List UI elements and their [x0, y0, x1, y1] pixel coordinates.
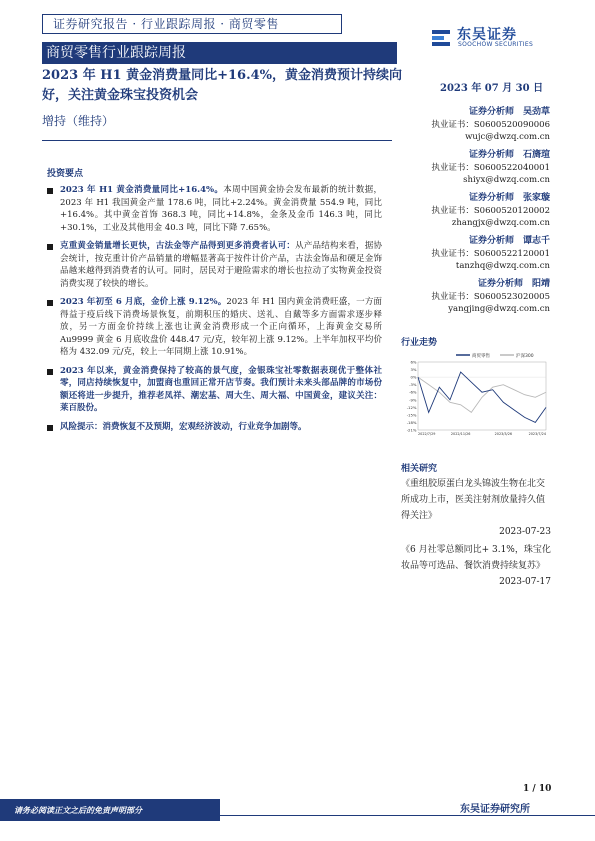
disclaimer-banner: 请务必阅读正文之后的免责声明部分 — [0, 799, 220, 821]
y-tick-label: 0% — [410, 374, 417, 380]
logo-mark-icon — [430, 26, 452, 48]
logo-english-name: SOOCHOW SECURITIES — [458, 41, 534, 48]
y-tick-label: -15% — [406, 412, 417, 418]
analyst-list — [400, 105, 550, 320]
industry-trend-chart — [400, 350, 550, 440]
analyst-entry — [400, 277, 550, 315]
related-report-title[interactable]: 《6 月社零总额同比+ 3.1%，珠宝化妆品等可选品、餐饮消费持续复苏》 — [401, 545, 551, 571]
risk-warning-bullet — [47, 421, 382, 434]
related-report-date: 2023-07-23 — [499, 527, 551, 537]
analyst-name: 证券分析师 阳靖 — [477, 279, 550, 289]
y-tick-label: 3% — [410, 367, 417, 373]
analyst-email[interactable]: tanzhq@dwzq.com.cn — [455, 261, 550, 271]
summary-bullet — [47, 240, 382, 290]
plot-frame — [418, 362, 546, 430]
related-research-heading: 相关研究 — [401, 464, 438, 474]
analyst-name: 证券分析师 张家璇 — [468, 193, 550, 203]
legend-label-hs300: 沪深300 — [516, 354, 534, 359]
analyst-license: 执业证书：S0600523020005 — [431, 292, 550, 302]
report-category-tag: 证券研究报告 · 行业跟踪周报 · 商贸零售 — [42, 14, 342, 34]
y-tick-label: -3% — [409, 382, 417, 388]
related-research-list — [401, 476, 551, 592]
bullet-lead: 2023 年 H1 黄金消费量同比+16.4%。 — [60, 185, 224, 195]
analyst-entry — [400, 148, 550, 186]
analyst-email[interactable]: yangjing@dwzq.com.cn — [448, 304, 550, 314]
y-tick-label: -21% — [406, 427, 417, 433]
trend-heading: 行业走势 — [401, 338, 438, 348]
institute-name: 东吴证券研究所 — [460, 804, 530, 815]
logo-chinese-name: 东吴证券 — [457, 27, 517, 43]
page-number: 1 / 10 — [523, 784, 552, 794]
y-tick-label: -18% — [406, 419, 417, 425]
report-type-bar: 商贸零售行业跟踪周报 — [42, 42, 397, 64]
x-tick-label: 2023/3/26 — [494, 432, 513, 436]
y-tick-label: -6% — [409, 389, 417, 395]
series-line-hs300 — [418, 377, 546, 412]
bullet-body: 2023 年 H1 国内黄金消费旺盛，一方面得益于疫后线下消费场景恢复，前期积压的婚庆、送礼、自戴等多方面需求逐步释放，另一方面金价持续上涨也让黄金消费形成一个正向循环，上海黄金交易所 Au9999 黄金 6 月底收盘价 448.47 元/克，较年初上涨 9.12%。上半年加权平均价格为 432.09 元/克，较上一年同期上涨 10.91%。 — [60, 297, 382, 357]
legend-label-retail: 商贸零售 — [472, 354, 490, 359]
analyst-email[interactable]: wujc@dwzq.com.cn — [465, 132, 550, 142]
summary-bullet — [47, 296, 382, 359]
x-tick-label: 2023/7/24 — [528, 432, 546, 436]
analyst-entry — [400, 105, 550, 143]
y-tick-label: -12% — [406, 404, 417, 410]
related-report-date: 2023-07-17 — [499, 577, 551, 587]
x-tick-label: 2022/7/29 — [418, 432, 436, 436]
bullet-lead: 2023 年以来，黄金消费保持了较高的景气度，金银珠宝社零数据表现优于整体社零，同店持续恢复中，加盟商也重回正常开店节奏。我们预计未来头部品牌的市场份额还将进一步提升，推荐老凤祥、潮宏基、周大生、周大福、中国黄金，建议关注：莱百股份。 — [60, 365, 382, 413]
bullet-lead: 风险提示：消费恢复不及预期，宏观经济波动，行业竞争加剧等。 — [60, 421, 307, 432]
analyst-entry — [400, 234, 550, 272]
rating-label: 增持（维持） — [42, 114, 115, 128]
x-tick-label: 2022/11/26 — [450, 432, 471, 436]
analyst-entry — [400, 191, 550, 229]
report-date: 2023 年 07 月 30 日 — [440, 83, 544, 94]
summary-bullets — [47, 184, 382, 439]
analyst-email[interactable]: zhangjx@dwzq.com.cn — [451, 218, 550, 228]
analyst-email[interactable]: shiyx@dwzq.com.cn — [463, 175, 550, 185]
summary-bullet — [47, 184, 382, 234]
report-headline: 2023 年 H1 黄金消费量同比+16.4%，黄金消费预计持续向好，关注黄金珠宝投资机会 — [42, 68, 402, 103]
y-tick-label: 6% — [410, 359, 417, 365]
summary-bullet — [47, 365, 382, 415]
analyst-license: 执业证书：S0600520090006 — [431, 120, 550, 130]
footer-rule — [220, 815, 595, 816]
bullet-body: 从产品结构来看，据协会统计，按克重计价产品销量的增幅显著高于按件计价产品，古法金饰品和硬足金饰品越来越得到消费者的认可。同时，居民对于避险需求的增长也拉动了实物黄金投资消费实现了较快的增长。 — [60, 241, 382, 289]
analyst-name: 证券分析师 吴劲草 — [468, 107, 550, 117]
bullet-lead: 克重黄金销量增长更快，古法金等产品得到更多消费者认可： — [60, 241, 296, 251]
company-logo — [430, 26, 555, 48]
analyst-name: 证券分析师 石旖瑄 — [468, 150, 550, 160]
header-divider — [42, 140, 392, 141]
related-report-title[interactable]: 《重组胶原蛋白龙头锦波生物在北交所成功上市，医美注射剂放量持久值得关注》 — [401, 479, 546, 521]
bullet-lead: 2023 年初至 6 月底，金价上涨 9.12%。 — [60, 297, 227, 307]
analyst-name: 证券分析师 谭志千 — [468, 236, 550, 246]
analyst-license: 执业证书：S0600520120002 — [431, 206, 550, 216]
analyst-license: 执业证书：S0600522040001 — [431, 163, 550, 173]
y-tick-label: -9% — [409, 397, 417, 403]
bullet-body: 本周中国黄金协会发布最新的统计数据，2023 年 H1 我国黄金产量 178.6 吨，同比+2.24%。黄金消费量 554.9 吨，同比+16.4%。其中黄金首饰 368.3 吨，同比+14.8%，金条及金币 146.3 吨，同比+30.1%，工业及其他用金 40.3 吨，同比下降 7.65%。 — [60, 185, 382, 233]
summary-heading: 投资要点 — [47, 169, 84, 179]
analyst-license: 执业证书：S0600522120001 — [431, 249, 550, 259]
